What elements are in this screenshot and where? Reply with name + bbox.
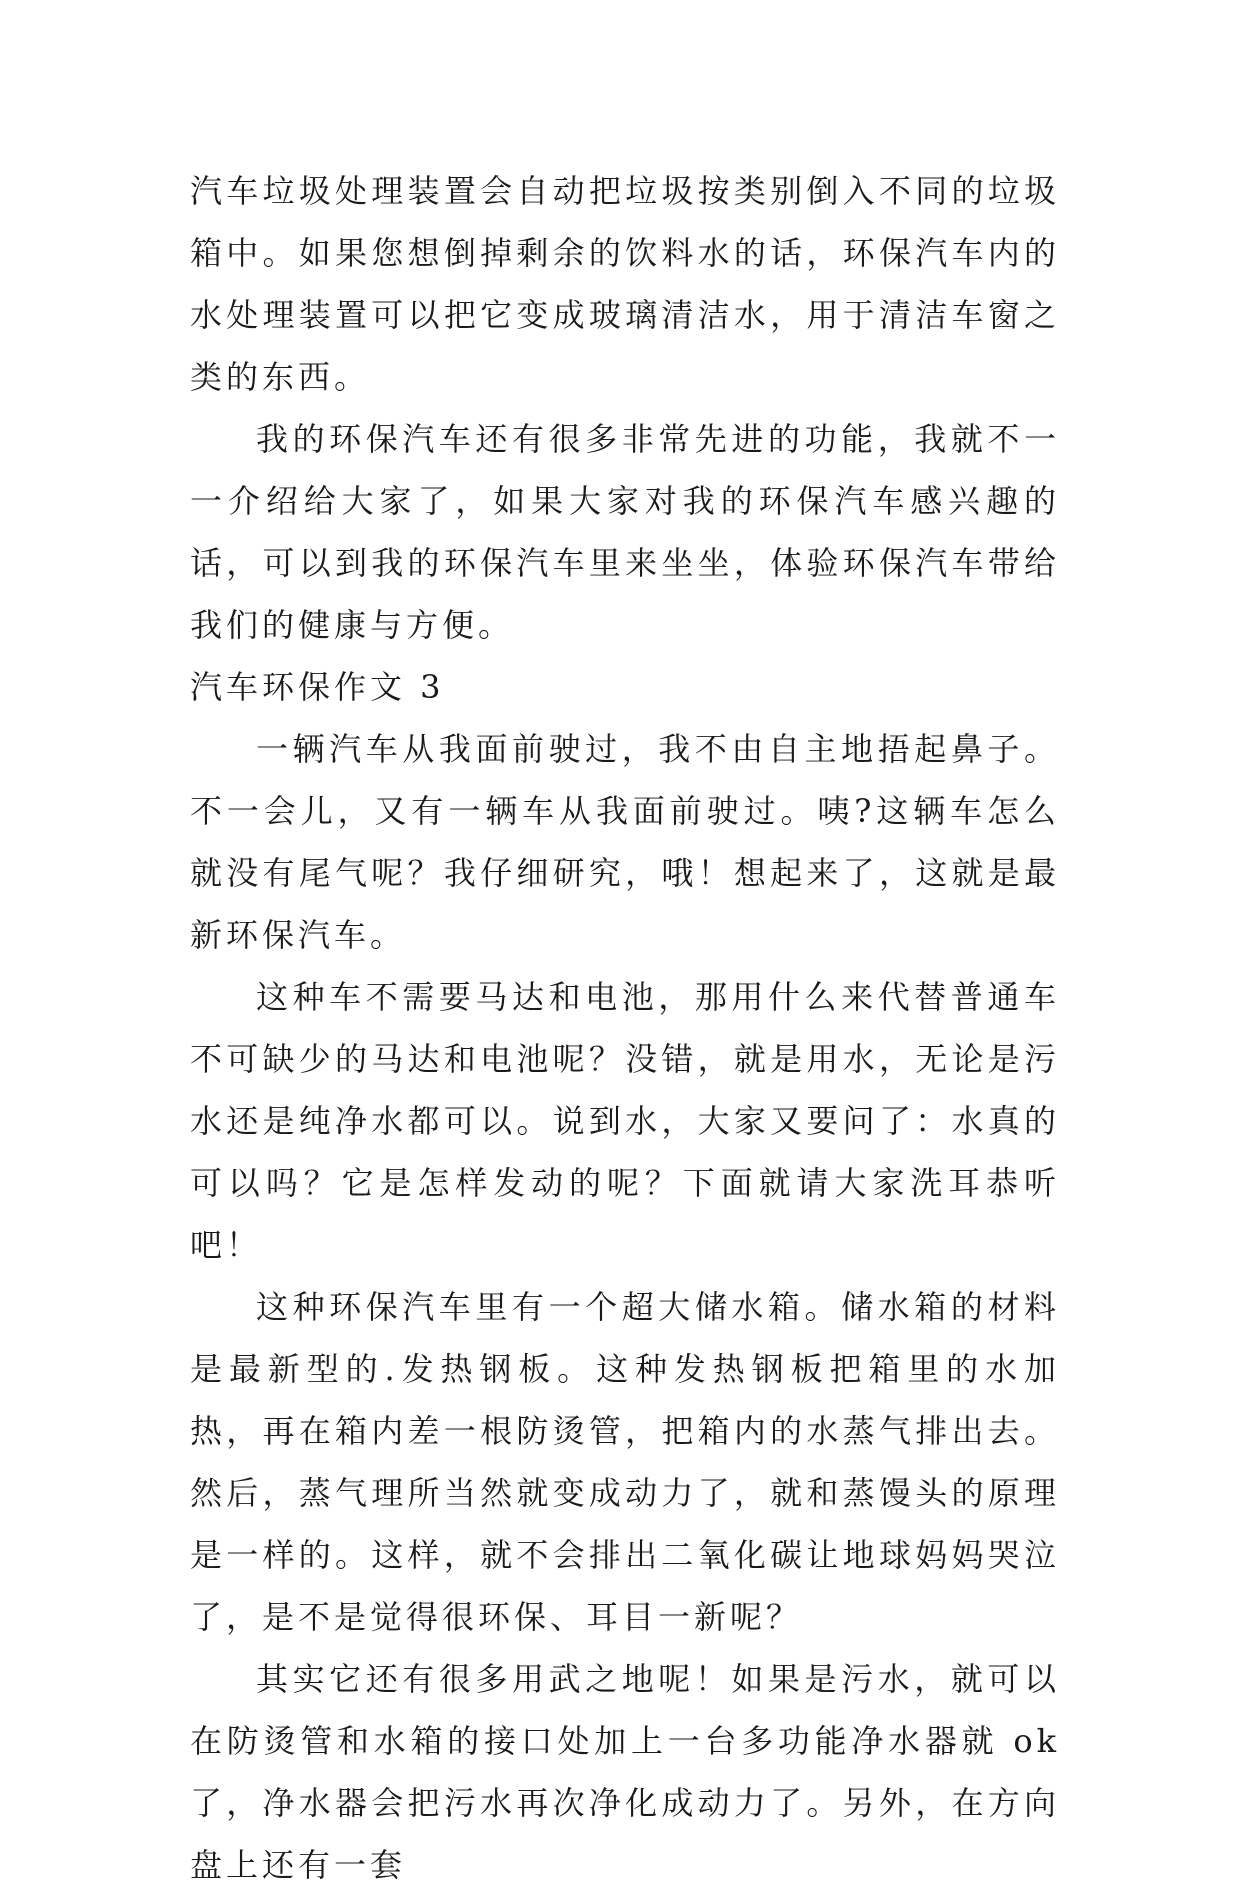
section-heading: 汽车环保作文 3 <box>190 668 445 706</box>
paragraph-4: 这种车不需要马达和电池，那用什么来代替普通车不可缺少的马达和电池呢？没错，就是用水，无论是污水还是纯净水都可以。说到水，大家又要问了：水真的可以吗？它是怎样发动的呢？下面就请大家洗耳恭听吧！ <box>190 978 1060 1264</box>
paragraph-5: 这种环保汽车里有一个超大储水箱。储水箱的材料是最新型的.发热钢板。这种发热钢板把箱里的水加热，再在箱内差一根防烫管，把箱内的水蒸气排出去。然后，蒸气理所当然就变成动力了，就和蒸馒头的原理是一样的。这样，就不会排出二氧化碳让地球妈妈哭泣了，是不是觉得很环保、耳目一新呢？ <box>190 1288 1060 1636</box>
paragraph-2: 我的环保汽车还有很多非常先进的功能，我就不一一介绍给大家了，如果大家对我的环保汽车感兴趣的话，可以到我的环保汽车里来坐坐，体验环保汽车带给我们的健康与方便。 <box>190 420 1060 644</box>
paragraph-1: 汽车垃圾处理装置会自动把垃圾按类别倒入不同的垃圾箱中。如果您想倒掉剩余的饮料水的话，环保汽车内的水处理装置可以把它变成玻璃清洁水，用于清洁车窗之类的东西。 <box>190 172 1060 396</box>
document-body <box>190 160 1060 1896</box>
paragraph-3: 一辆汽车从我面前驶过，我不由自主地捂起鼻子。不一会儿，又有一辆车从我面前驶过。咦?这辆车怎么就没有尾气呢？我仔细研究，哦！想起来了，这就是最新环保汽车。 <box>190 730 1060 954</box>
paragraph-6: 其实它还有很多用武之地呢！如果是污水，就可以在防烫管和水箱的接口处加上一台多功能净水器就 ok 了，净水器会把污水再次净化成动力了。另外，在方向盘上还有一套 <box>190 1660 1060 1884</box>
